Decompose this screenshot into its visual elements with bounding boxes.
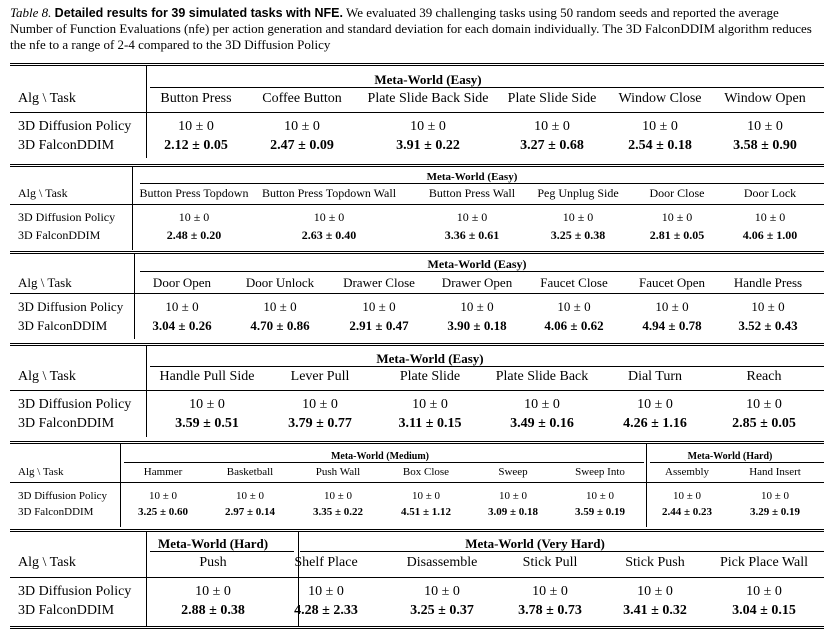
header-rule — [10, 112, 824, 113]
falcon-value-cell: 3.25 ± 0.60 — [137, 506, 189, 518]
alg-label-dp: 3D Diffusion Policy — [18, 397, 132, 412]
task-header: Window Close — [618, 91, 702, 106]
falcon-value-cell: 2.97 ± 0.14 — [224, 506, 276, 518]
falcon-value-cell: 2.81 ± 0.05 — [649, 228, 705, 242]
falcon-value-cell: 3.91 ± 0.22 — [396, 138, 460, 153]
falcon-value-cell: 4.51 ± 1.12 — [400, 506, 452, 518]
falcon-value-cell: 3.59 ± 0.19 — [574, 506, 626, 518]
table-block — [10, 529, 824, 629]
dp-value-cell: 10 ± 0 — [557, 299, 591, 314]
falcon-value-cell: 2.85 ± 0.05 — [732, 416, 796, 431]
dp-value-cell: 10 ± 0 — [747, 119, 783, 134]
alg-label-falcon: 3D FalconDDIM — [18, 138, 115, 153]
dp-value-cell: 10 ± 0 — [460, 299, 494, 314]
table-caption — [10, 5, 824, 53]
column-separator — [120, 444, 121, 527]
dp-value-cell: 10 ± 0 — [284, 119, 320, 134]
group-header: Meta-World (Medium) — [330, 451, 430, 462]
caption-title: Detailed results for 39 simulated tasks with NFE. — [54, 6, 343, 20]
task-header: Door Lock — [743, 186, 797, 200]
group-header: Meta-World (Easy) — [426, 171, 518, 183]
group-rule — [140, 271, 824, 272]
task-header: Box Close — [402, 466, 450, 478]
falcon-value-cell: 4.06 ± 1.00 — [742, 228, 798, 242]
falcon-value-cell: 3.49 ± 0.16 — [510, 416, 574, 431]
dp-value-cell: 10 ± 0 — [456, 210, 488, 224]
task-header: Hand Insert — [749, 466, 801, 478]
falcon-value-cell: 2.12 ± 0.05 — [164, 138, 228, 153]
falcon-value-cell: 3.11 ± 0.15 — [398, 416, 462, 431]
task-header: Drawer Open — [441, 275, 513, 290]
alg-label-falcon: 3D FalconDDIM — [18, 416, 115, 431]
dp-value-cell: 10 ± 0 — [746, 584, 782, 599]
dp-value-cell: 10 ± 0 — [672, 490, 702, 502]
falcon-value-cell: 3.25 ± 0.37 — [410, 603, 474, 618]
group-rule — [124, 462, 644, 463]
task-header: Assembly — [665, 466, 709, 478]
falcon-value-cell: 2.48 ± 0.20 — [166, 228, 222, 242]
dp-value-cell: 10 ± 0 — [235, 490, 265, 502]
row-header-label: Alg \ Task — [18, 186, 68, 200]
task-header: Shelf Place — [294, 555, 358, 570]
column-separator — [146, 346, 147, 437]
row-header-label: Alg \ Task — [18, 555, 76, 570]
falcon-value-cell: 2.54 ± 0.18 — [628, 138, 692, 153]
task-header: Stick Push — [625, 555, 685, 570]
dp-value-cell: 10 ± 0 — [751, 299, 785, 314]
group-header: Meta-World (Very Hard) — [465, 536, 605, 551]
group-rule — [150, 366, 824, 367]
group-header: Meta-World (Hard) — [157, 536, 269, 551]
alg-label-falcon: 3D FalconDDIM — [18, 228, 101, 242]
dp-value-cell: 10 ± 0 — [585, 490, 615, 502]
alg-label-falcon: 3D FalconDDIM — [18, 318, 108, 333]
task-header: Drawer Close — [343, 275, 415, 290]
dp-value-cell: 10 ± 0 — [412, 397, 448, 412]
row-header-label: Alg \ Task — [18, 369, 76, 384]
dp-value-cell: 10 ± 0 — [308, 584, 344, 599]
task-header: Button Press Topdown — [139, 186, 249, 200]
task-header: Door Unlock — [245, 275, 315, 290]
falcon-value-cell: 3.52 ± 0.43 — [738, 318, 798, 333]
falcon-value-cell: 4.26 ± 1.16 — [623, 416, 687, 431]
falcon-value-cell: 3.41 ± 0.32 — [623, 603, 687, 618]
dp-value-cell: 10 ± 0 — [424, 584, 460, 599]
task-header: Dial Turn — [627, 369, 683, 384]
task-header: Plate Slide Side — [507, 91, 597, 106]
falcon-value-cell: 2.88 ± 0.38 — [181, 603, 245, 618]
falcon-value-cell: 3.78 ± 0.73 — [518, 603, 582, 618]
task-header: Plate Slide — [399, 369, 461, 384]
dp-value-cell: 10 ± 0 — [637, 397, 673, 412]
dp-value-cell: 10 ± 0 — [760, 490, 790, 502]
column-separator — [134, 254, 135, 339]
task-header: Sweep — [498, 466, 528, 478]
task-header: Door Close — [649, 186, 705, 200]
alg-label-dp: 3D Diffusion Policy — [18, 119, 132, 134]
dp-value-cell: 10 ± 0 — [302, 397, 338, 412]
group-rule — [150, 87, 824, 88]
caption-text: We evaluated 39 challenging tasks using 50 random seeds and reported the average Number of Function Evaluations (nfe) per action generation and standard deviation for each domain individually. The 3D FalconDDIM algorithm reduces the nfe to a range of 2-4 compared to the 3D Diffusion Policy — [10, 5, 812, 52]
caption-label: Table 8. — [10, 5, 52, 20]
group-rule — [140, 183, 824, 184]
group-header: Meta-World (Easy) — [374, 72, 482, 87]
task-header: Peg Unplug Side — [537, 186, 619, 200]
task-header: Plate Slide Back — [495, 369, 589, 384]
dp-value-cell: 10 ± 0 — [754, 210, 786, 224]
dp-value-cell: 10 ± 0 — [165, 299, 199, 314]
task-header: Stick Pull — [522, 555, 578, 570]
row-header-label: Alg \ Task — [18, 275, 72, 290]
table-block — [10, 251, 824, 339]
dp-value-cell: 10 ± 0 — [411, 490, 441, 502]
task-header: Door Open — [152, 275, 212, 290]
falcon-value-cell: 2.63 ± 0.40 — [301, 228, 357, 242]
falcon-value-cell: 3.09 ± 0.18 — [487, 506, 539, 518]
task-header: Handle Press — [733, 275, 803, 290]
column-separator — [146, 532, 147, 626]
dp-value-cell: 10 ± 0 — [534, 119, 570, 134]
dp-value-cell: 10 ± 0 — [410, 119, 446, 134]
dp-value-cell: 10 ± 0 — [637, 584, 673, 599]
falcon-value-cell: 3.27 ± 0.68 — [520, 138, 584, 153]
group-header: Meta-World (Easy) — [427, 257, 527, 271]
dp-value-cell: 10 ± 0 — [498, 490, 528, 502]
dp-value-cell: 10 ± 0 — [642, 119, 678, 134]
falcon-value-cell: 2.47 ± 0.09 — [270, 138, 334, 153]
falcon-value-cell: 3.58 ± 0.90 — [733, 138, 797, 153]
group-rule — [300, 551, 824, 552]
alg-label-falcon: 3D FalconDDIM — [18, 603, 115, 618]
group-rule — [150, 551, 294, 552]
dp-value-cell: 10 ± 0 — [178, 119, 214, 134]
falcon-value-cell: 3.29 ± 0.19 — [749, 506, 801, 518]
table-block — [10, 343, 824, 437]
table-block — [10, 441, 824, 527]
dp-value-cell: 10 ± 0 — [655, 299, 689, 314]
task-header: Plate Slide Back Side — [367, 91, 489, 106]
dp-value-cell: 10 ± 0 — [178, 210, 210, 224]
falcon-value-cell: 3.35 ± 0.22 — [312, 506, 364, 518]
dp-value-cell: 10 ± 0 — [323, 490, 353, 502]
dp-value-cell: 10 ± 0 — [313, 210, 345, 224]
task-header: Lever Pull — [290, 369, 350, 384]
task-header: Handle Pull Side — [159, 369, 255, 384]
column-separator — [146, 66, 147, 158]
falcon-value-cell: 3.04 ± 0.15 — [732, 603, 796, 618]
row-header-label: Alg \ Task — [18, 91, 76, 106]
falcon-value-cell: 4.06 ± 0.62 — [544, 318, 604, 333]
falcon-value-cell: 4.94 ± 0.78 — [642, 318, 702, 333]
dp-value-cell: 10 ± 0 — [661, 210, 693, 224]
dp-value-cell: 10 ± 0 — [263, 299, 297, 314]
dp-value-cell: 10 ± 0 — [524, 397, 560, 412]
task-header: Sweep Into — [575, 466, 625, 478]
dp-value-cell: 10 ± 0 — [532, 584, 568, 599]
falcon-value-cell: 3.90 ± 0.18 — [447, 318, 507, 333]
task-header: Faucet Close — [540, 275, 608, 290]
task-header: Window Open — [724, 91, 806, 106]
header-rule — [10, 293, 824, 294]
task-header: Coffee Button — [262, 91, 342, 106]
falcon-value-cell: 2.44 ± 0.23 — [661, 506, 713, 518]
task-header: Disassemble — [406, 555, 478, 570]
table-block — [10, 63, 824, 158]
task-header: Reach — [746, 369, 782, 384]
header-rule — [10, 390, 824, 391]
alg-label-dp: 3D Diffusion Policy — [18, 490, 108, 502]
falcon-value-cell: 3.59 ± 0.51 — [175, 416, 239, 431]
falcon-value-cell: 4.70 ± 0.86 — [250, 318, 310, 333]
dp-value-cell: 10 ± 0 — [746, 397, 782, 412]
alg-label-dp: 3D Diffusion Policy — [18, 210, 116, 224]
row-header-label: Alg \ Task — [18, 466, 64, 478]
falcon-value-cell: 3.25 ± 0.38 — [550, 228, 606, 242]
dp-value-cell: 10 ± 0 — [148, 490, 178, 502]
task-header: Button Press Topdown Wall — [261, 186, 397, 200]
dp-value-cell: 10 ± 0 — [195, 584, 231, 599]
falcon-value-cell: 4.28 ± 2.33 — [294, 603, 358, 618]
task-header: Hammer — [143, 466, 183, 478]
group-header: Meta-World (Hard) — [687, 451, 773, 462]
header-rule — [10, 482, 824, 483]
task-header: Faucet Open — [638, 275, 706, 290]
dp-value-cell: 10 ± 0 — [189, 397, 225, 412]
falcon-value-cell: 2.91 ± 0.47 — [349, 318, 409, 333]
task-header: Button Press — [160, 91, 232, 106]
table-block — [10, 164, 824, 250]
header-rule — [10, 577, 824, 578]
group-header: Meta-World (Easy) — [376, 351, 484, 366]
task-header: Basketball — [226, 466, 274, 478]
alg-label-falcon: 3D FalconDDIM — [18, 506, 94, 518]
falcon-value-cell: 3.04 ± 0.26 — [152, 318, 212, 333]
task-header: Push Wall — [315, 466, 361, 478]
dp-value-cell: 10 ± 0 — [362, 299, 396, 314]
column-separator — [132, 167, 133, 250]
task-header: Button Press Wall — [428, 186, 516, 200]
group-separator — [646, 444, 647, 527]
group-rule — [650, 462, 824, 463]
alg-label-dp: 3D Diffusion Policy — [18, 299, 124, 314]
falcon-value-cell: 3.36 ± 0.61 — [444, 228, 500, 242]
task-header: Push — [199, 555, 227, 570]
falcon-value-cell: 3.79 ± 0.77 — [288, 416, 352, 431]
alg-label-dp: 3D Diffusion Policy — [18, 584, 132, 599]
dp-value-cell: 10 ± 0 — [562, 210, 594, 224]
task-header: Pick Place Wall — [719, 555, 809, 570]
